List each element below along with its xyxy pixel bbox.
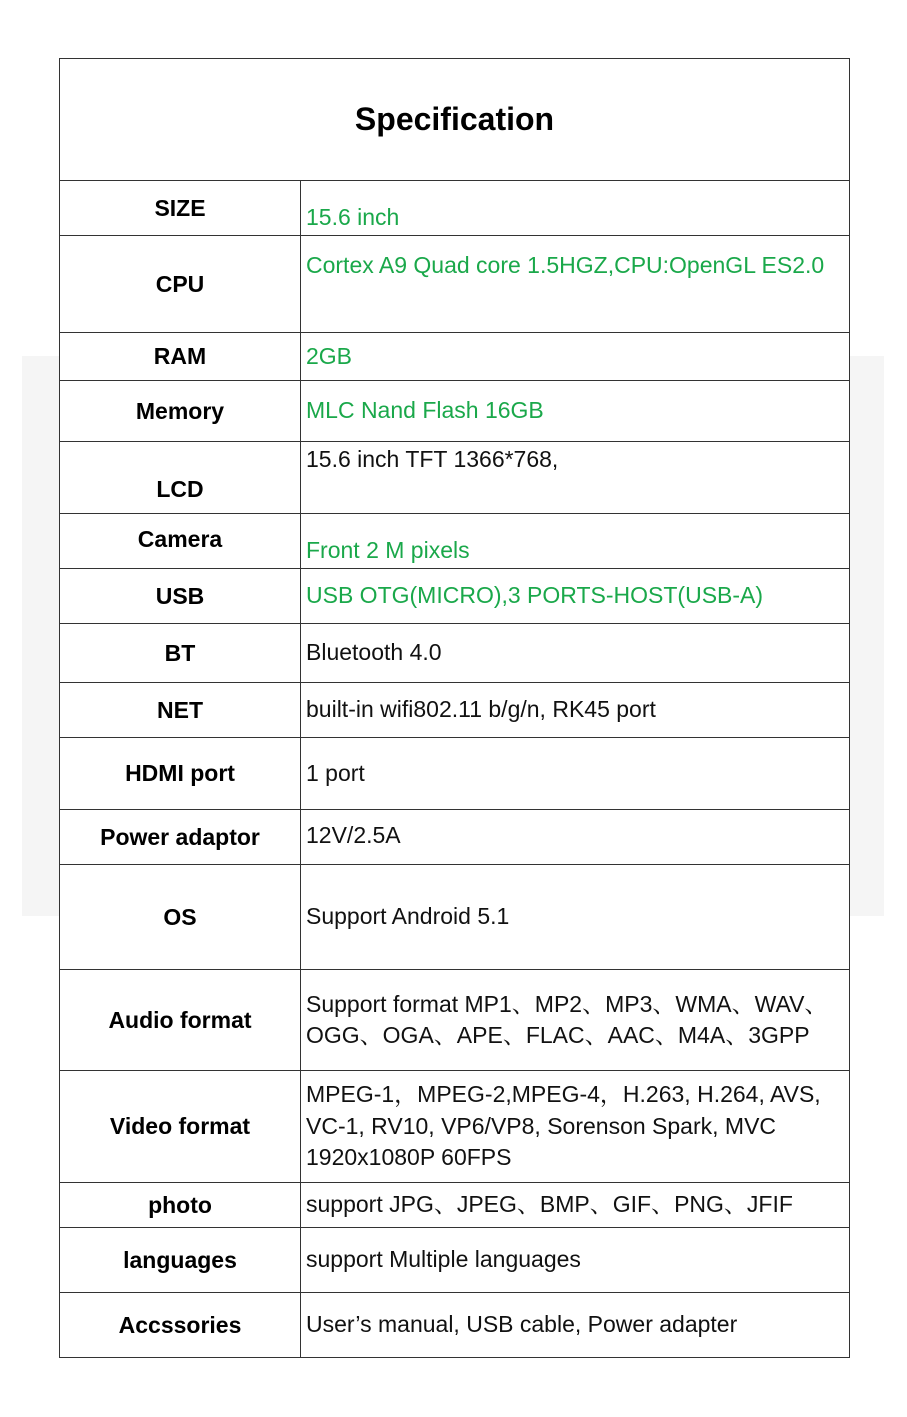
spec-value: 12V/2.5A [306, 822, 401, 848]
spec-row-ram [60, 333, 849, 381]
spec-label: BT [60, 624, 301, 682]
spec-value: USB OTG(MICRO),3 PORTS-HOST(USB-A) [306, 582, 764, 609]
spec-label: Audio format [60, 970, 301, 1070]
spec-value: 2GB [306, 342, 353, 369]
spec-label: NET [60, 683, 301, 737]
spec-value: 15.6 inch [306, 203, 400, 230]
spec-row-hdmi-port [60, 738, 849, 810]
spec-row-net [60, 683, 849, 738]
spec-label: Camera [60, 514, 301, 568]
spec-label: languages [60, 1228, 301, 1292]
spec-row-power-adaptor [60, 810, 849, 865]
spec-row-languages [60, 1228, 849, 1293]
spec-value: support Multiple languages [306, 1246, 581, 1273]
spec-label: RAM [60, 333, 301, 380]
spec-row-usb [60, 569, 849, 624]
spec-value: User’s manual, USB cable, Power adapter [306, 1311, 738, 1338]
spec-row-photo [60, 1183, 849, 1228]
spec-table [59, 58, 850, 1358]
spec-label: USB [60, 569, 301, 623]
spec-label: Memory [60, 381, 301, 441]
spec-value: Bluetooth 4.0 [306, 639, 442, 666]
spec-value: Cortex A9 Quad core 1.5HGZ,CPU:OpenGL ES2.0 [306, 252, 825, 278]
spec-label: OS [60, 865, 301, 969]
spec-row-memory [60, 381, 849, 442]
spec-row-cpu [60, 236, 849, 333]
spec-row-size [60, 181, 849, 236]
spec-value: MPEG-1，MPEG-2,MPEG-4，H.263, H.264, AVS, VC-1, RV10, VP6/VP8, Sorenson Spark, MVC 1920x1080P 60FPS [306, 1081, 821, 1171]
spec-value: built-in wifi802.11 b/g/n, RK45 port [306, 696, 656, 723]
spec-rows [60, 181, 849, 1358]
spec-value: support JPG、JPEG、BMP、GIF、PNG、JFIF [306, 1191, 793, 1218]
spec-row-bt [60, 624, 849, 683]
spec-label: Video format [60, 1071, 301, 1182]
spec-label: HDMI port [60, 738, 301, 809]
spec-label: photo [60, 1183, 301, 1227]
spec-value: 15.6 inch TFT 1366*768, [306, 446, 559, 472]
spec-value: Support Android 5.1 [306, 903, 510, 930]
spec-value: Front 2 M pixels [306, 536, 470, 563]
spec-row-os [60, 865, 849, 970]
spec-label: Power adaptor [60, 810, 301, 864]
spec-value: MLC Nand Flash 16GB [306, 397, 544, 424]
spec-row-audio-format [60, 970, 849, 1071]
spec-row-accssories [60, 1293, 849, 1358]
spec-label: SIZE [60, 181, 301, 235]
spec-label: CPU [60, 236, 301, 332]
spec-row-camera [60, 514, 849, 569]
title-row [60, 59, 849, 181]
spec-value: Support format MP1、MP2、MP3、WMA、WAV、OGG、OGA、APE、FLAC、AAC、M4A、3GPP [306, 990, 828, 1048]
spec-value: 1 port [306, 760, 365, 786]
page-title: Specification [354, 101, 555, 137]
spec-row-lcd [60, 442, 849, 514]
spec-row-video-format [60, 1071, 849, 1183]
spec-label: Accssories [60, 1293, 301, 1357]
spec-label: LCD [60, 442, 301, 513]
